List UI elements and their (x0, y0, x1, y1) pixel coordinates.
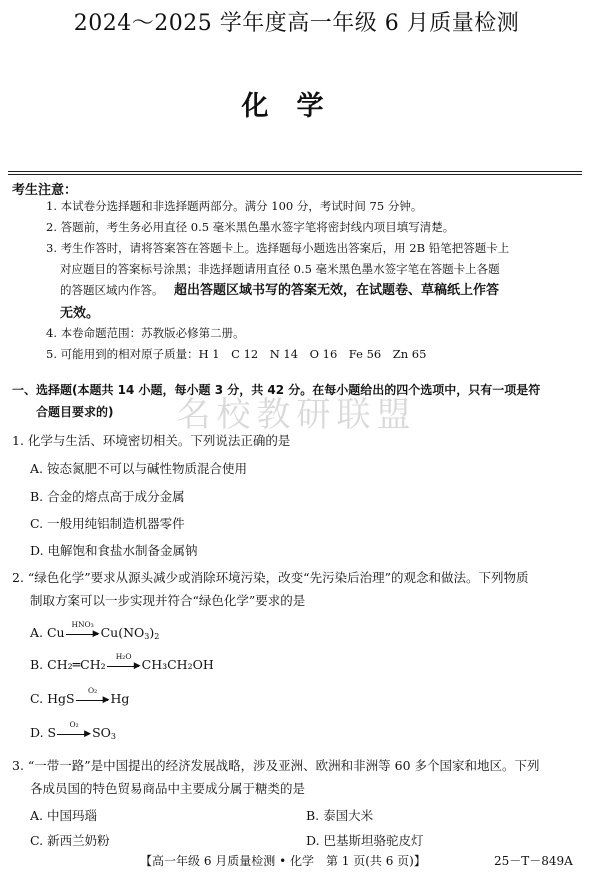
section-heading: 一、选择题(本题共 14 小题，每小题 3 分，共 42 分。在每小题给出的四个选项中，只有一项是符 (12, 383, 541, 397)
q1-option-d: D. 电解饱和食盐水制备金属钠 (30, 543, 198, 558)
footer-page-info: 【高一年级 6 月质量检测 • 化学 第 1 页(共 6 页)】 (140, 854, 426, 868)
q1-option-b: B. 合金的熔点高于成分金属 (30, 489, 185, 504)
q3-option-c: C. 新西兰奶粉 (30, 833, 110, 848)
q2-stem-line2: 制取方案可以一步实现并符合“绿色化学”要求的是 (30, 593, 306, 608)
q1-stem: 1. 化学与生活、环境密切相关。下列说法正确的是 (12, 433, 291, 448)
q2b-reactant: B. CH₂═CH₂ (30, 657, 106, 672)
q2-option-d: D. S O₂ ▶ $SO_3$ (30, 719, 116, 741)
notice-item-3-emphasis-cont: 无效。 (60, 306, 100, 321)
footer-code: 25－T－849A (494, 854, 573, 868)
q3-option-a: A. 中国玛瑙 (30, 808, 97, 823)
q2-option-a: A. Cu HNO₃ ▶ $Cu(NO_3)_2$ (30, 619, 160, 641)
divider-top (8, 171, 582, 172)
notice-item-1: 1. 本试卷分选择题和非选择题两部分。满分 100 分，考试时间 75 分钟。 (46, 199, 423, 213)
q2d-reagent: O₂ (69, 719, 79, 729)
notice-heading: 考生注意： (12, 183, 78, 198)
q1-option-a: A. 铵态氮肥不可以与碱性物质混合使用 (30, 461, 247, 476)
reaction-arrow-icon: H₂O ▶ (107, 661, 141, 671)
q3-stem-line2: 各成员国的特色贸易商品中主要成分属于糖类的是 (30, 781, 306, 796)
q2d-product: SO (92, 725, 111, 740)
q3-option-b: B. 泰国大米 (306, 808, 374, 823)
reaction-arrow-icon: O₂ ▶ (57, 729, 91, 739)
q3-stem-line1: 3. “一带一路”是中国提出的经济发展战略，涉及亚洲、欧洲和非洲等 60 多个国家和地区。下列 (12, 758, 540, 773)
notice-item-3-cont: 对应题目的答案标号涂黑；非选择题请用直径 0.5 毫米黑色墨水签字笔在答题卡上各题 (60, 262, 500, 276)
notice-item-3: 3. 考生作答时，请将答案答在答题卡上。选择题每小题选出答案后，用 2B 铅笔把答题卡上 (46, 241, 510, 255)
q2b-product: CH₃CH₂OH (141, 657, 214, 672)
q2c-reactant: C. HgS (30, 691, 75, 706)
exam-title: 2024～2025 学年度高一年级 6 月质量检测 (73, 11, 520, 36)
notice-item-3-cont2: 的答题区域内作答。 (60, 283, 164, 297)
q2-option-c (30, 685, 130, 706)
reaction-arrow-icon: O₂ ▶ (76, 695, 110, 705)
q2a-reagent: HNO₃ (71, 619, 94, 629)
notice-item-2: 2. 答题前，考生务必用直径 0.5 毫米黑色墨水签字笔将密封线内项目填写清楚。 (46, 220, 455, 234)
q2d-reactant: D. S (30, 725, 57, 740)
notice-item-4: 4. 本卷命题范围：苏教版必修第二册。 (46, 326, 245, 340)
subject-title: 化学 (241, 91, 352, 122)
q2a-reactant: A. Cu (30, 625, 65, 640)
q2-option-b (30, 651, 214, 672)
notice-item-5: 5. 可能用到的相对原子质量：H 1 C 12 N 14 O 16 Fe 56 Zn 65 (46, 347, 427, 361)
notice-item-3-emphasis: 超出答题区域书写的答案无效，在试题卷、草稿纸上作答 (174, 283, 500, 298)
section-heading-cont: 合题目要求的) (36, 405, 114, 419)
q1-option-c: C. 一般用纯铝制造机器零件 (30, 516, 185, 531)
q2a-product: Cu(NO (100, 625, 145, 640)
q2-stem-line1: 2. “绿色化学”要求从源头减少或消除环境污染，改变“先污染后治理”的观念和做法。下列物质 (12, 570, 529, 585)
reaction-arrow-icon: HNO₃ ▶ (66, 629, 100, 639)
watermark: 名校教研联盟 (176, 395, 417, 435)
q2c-reagent: O₂ (87, 685, 98, 695)
q2c-product: Hg (110, 691, 130, 706)
q2b-reagent: H₂O (115, 651, 132, 661)
divider-top-inner (8, 174, 582, 175)
q3-option-d: D. 巴基斯坦骆驼皮灯 (306, 833, 424, 848)
